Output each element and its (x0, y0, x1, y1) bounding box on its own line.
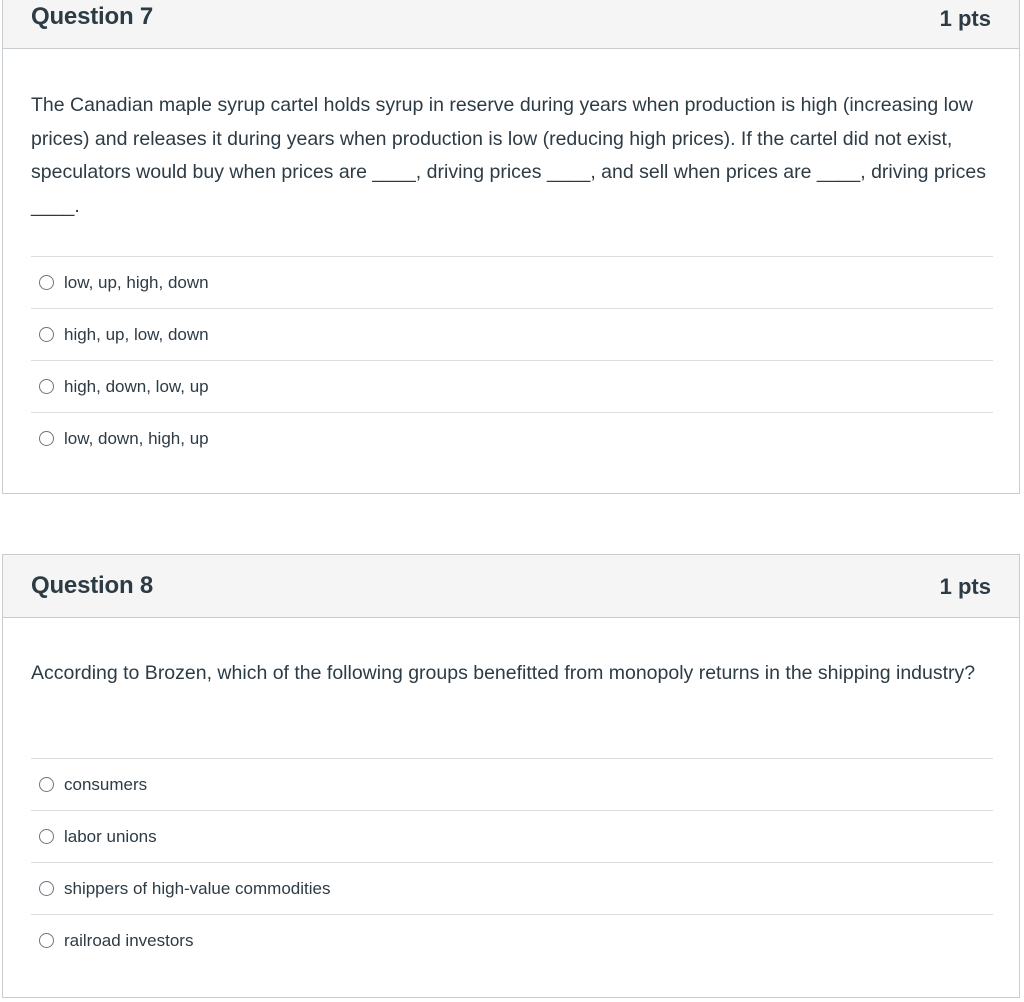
question-8 (2, 554, 1020, 998)
radio-button[interactable] (39, 327, 54, 342)
radio-button[interactable] (39, 881, 54, 896)
answer-option[interactable] (31, 412, 993, 464)
question-header (3, 555, 1019, 618)
radio-button[interactable] (39, 379, 54, 394)
answer-option[interactable] (31, 914, 993, 966)
question-7 (2, 0, 1020, 494)
answer-label: consumers (64, 774, 148, 794)
answer-label: railroad investors (64, 930, 194, 950)
answer-option[interactable] (31, 758, 993, 810)
answer-label: high, down, low, up (64, 376, 209, 396)
answer-label: shippers of high-value commodities (64, 878, 331, 898)
radio-button[interactable] (39, 933, 54, 948)
answer-list (31, 758, 993, 966)
answer-label: high, up, low, down (64, 324, 209, 344)
radio-button[interactable] (39, 431, 54, 446)
answer-list (31, 256, 993, 464)
question-header (3, 0, 1019, 49)
radio-button[interactable] (39, 829, 54, 844)
radio-button[interactable] (39, 275, 54, 290)
answer-label: labor unions (64, 826, 157, 846)
answer-option[interactable] (31, 256, 993, 308)
question-title: Question 7 (31, 3, 154, 30)
answer-label: low, up, high, down (64, 272, 209, 292)
question-text: The Canadian maple syrup cartel holds syrup in reserve during years when production is high (increasing low prices) and releases it during years when production is low (reducing high prices). If the cartel did not exist, speculators would buy when prices are ____, driving prices ____, and sell when prices are ____, driving prices ____. (31, 94, 986, 217)
question-text: According to Brozen, which of the following groups benefitted from monopoly returns in the shipping industry? (31, 662, 976, 684)
question-points: 1 pts (939, 6, 991, 31)
question-points: 1 pts (939, 574, 991, 599)
radio-button[interactable] (39, 777, 54, 792)
question-title: Question 8 (31, 572, 154, 599)
answer-option[interactable] (31, 862, 993, 914)
answer-option[interactable] (31, 810, 993, 862)
answer-option[interactable] (31, 360, 993, 412)
answer-label: low, down, high, up (64, 428, 209, 448)
answer-option[interactable] (31, 308, 993, 360)
